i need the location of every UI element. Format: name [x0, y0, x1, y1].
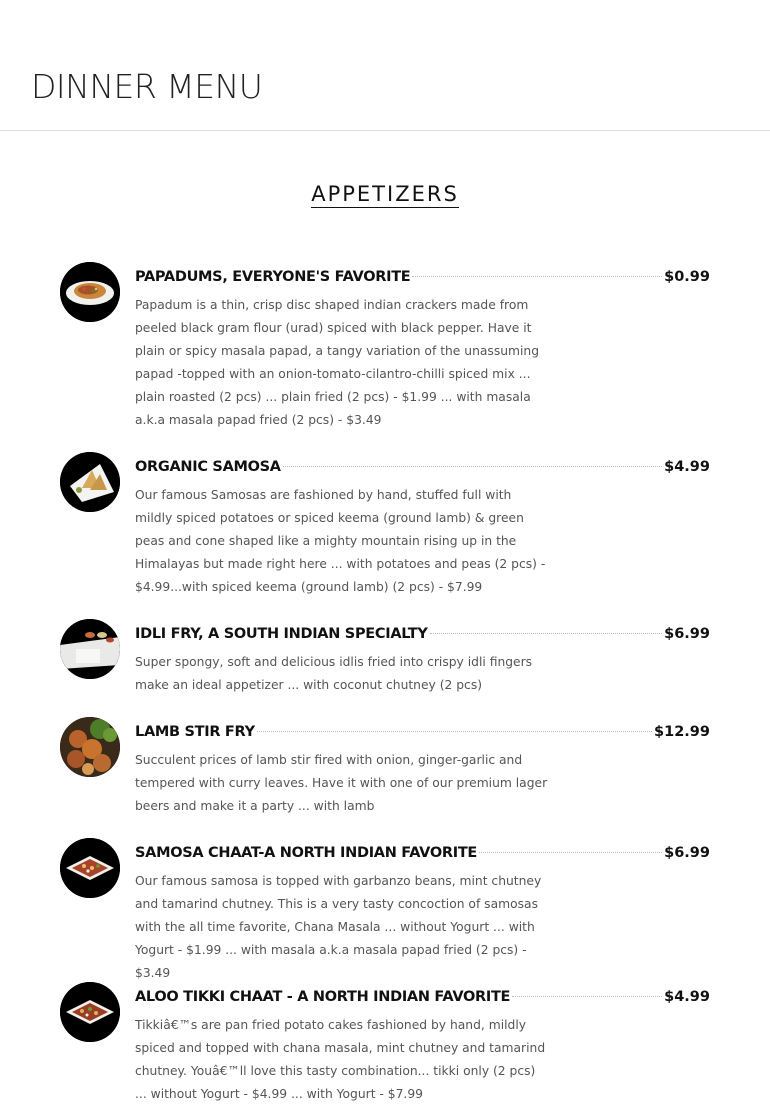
- menu-item-title-row: [135, 986, 710, 1008]
- menu-item-price: $4.99: [664, 989, 710, 1005]
- section-title-text: APPETIZERS: [311, 182, 459, 206]
- page-header: [0, 0, 770, 131]
- menu-item-price: $0.99: [664, 269, 710, 285]
- menu-item-description: Our famous Samosas are fashioned by hand, stuffed full with mildly spiced potatoes or spiced keema (ground lamb) & green peas and cone shaped like a mighty mountain rising up in the Himalayas but made right here ... with potatoes and peas (2 pcs) - $4.99...with spiced keema (ground lamb) (2 pcs) - $7.99: [135, 488, 546, 594]
- menu-item-name[interactable]: SAMOSA CHAAT-A NORTH INDIAN FAVORITE: [135, 845, 478, 861]
- menu-item-description: Tikkiâ€™s are pan fried potato cakes fashioned by hand, mildly spiced and topped with chana masala, mint chutney and tamarind chutney. Youâ€™ll love this tasty combination... tikki only (2 pcs) ... without Yogurt - $4.99 ... with Yogurt - $7.99: [135, 1018, 546, 1101]
- menu-item-description: Our famous samosa is topped with garbanzo beans, mint chutney and tamarind chutney. This is a very tasty concoction of samosas with the all time favorite, Chana Masala ... without Yogurt ... with Yogurt - $1.99 ... with masala a.k.a masala papad fried (2 pcs) - $3.49: [135, 874, 542, 980]
- dotted-leader: [283, 466, 662, 467]
- menu-item-description: Super spongy, soft and delicious idlis fried into crispy idli fingers make an ideal appetizer ... with coconut chutney (2 pcs): [135, 655, 533, 692]
- menu-item-body: [135, 721, 710, 818]
- idli-fry-dish-icon[interactable]: [60, 619, 120, 679]
- menu-item-body: [135, 456, 710, 599]
- menu-item-name[interactable]: IDLI FRY, A SOUTH INDIAN SPECIALTY: [135, 626, 428, 642]
- menu-item-name[interactable]: ORGANIC SAMOSA: [135, 459, 281, 475]
- menu-item-price: $4.99: [664, 459, 710, 475]
- menu-item-body: [135, 842, 710, 985]
- menu-item-title-row: [135, 623, 710, 645]
- dotted-leader: [479, 852, 662, 853]
- menu-item-name[interactable]: ALOO TIKKI CHAAT - A NORTH INDIAN FAVORITE: [135, 989, 511, 1005]
- menu-item-body: [135, 266, 710, 432]
- menu-item-name[interactable]: LAMB STIR FRY: [135, 724, 255, 740]
- dotted-leader: [412, 276, 662, 277]
- menu-item-price: $12.99: [654, 724, 710, 740]
- menu-item-title-row: [135, 842, 710, 864]
- menu-item-price: $6.99: [664, 626, 710, 642]
- section-title: [0, 182, 770, 206]
- menu-item-body: [135, 986, 710, 1106]
- dotted-leader: [257, 731, 652, 732]
- menu-item-body: [135, 623, 710, 697]
- dotted-leader: [430, 633, 663, 634]
- menu-item-title-row: [135, 721, 710, 743]
- papadum-dish-icon[interactable]: [60, 262, 120, 322]
- menu-item-title-row: [135, 456, 710, 478]
- menu-item-name[interactable]: PAPADUMS, EVERYONE'S FAVORITE: [135, 269, 411, 285]
- samosa-dish-icon[interactable]: [60, 452, 120, 512]
- lamb-stir-fry-dish-icon[interactable]: [60, 717, 120, 777]
- page-title: DINNER MENU: [31, 67, 263, 106]
- menu-item-price: $6.99: [664, 845, 710, 861]
- samosa-chaat-dish-icon[interactable]: [60, 838, 120, 898]
- aloo-tikki-chaat-dish-icon[interactable]: [60, 982, 120, 1042]
- menu-item-title-row: [135, 266, 710, 288]
- menu-item-description: Papadum is a thin, crisp disc shaped indian crackers made from peeled black gram flour (urad) spiced with black pepper. Have it plain or spicy masala papad, a tangy variation of the unassuming papad -topped with an onion-tomato-cilantro-chilli spiced mix ... plain roasted (2 pcs) ... plain fried (2 pcs) - $1.99 ... with masala a.k.a masala papad fried (2 pcs) - $3.49: [135, 298, 540, 427]
- dotted-leader: [512, 996, 662, 997]
- menu-item-description: Succulent prices of lamb stir fired with onion, ginger-garlic and tempered with curry leaves. Have it with one of our premium lager beers and make it a party ... with lamb: [135, 753, 548, 813]
